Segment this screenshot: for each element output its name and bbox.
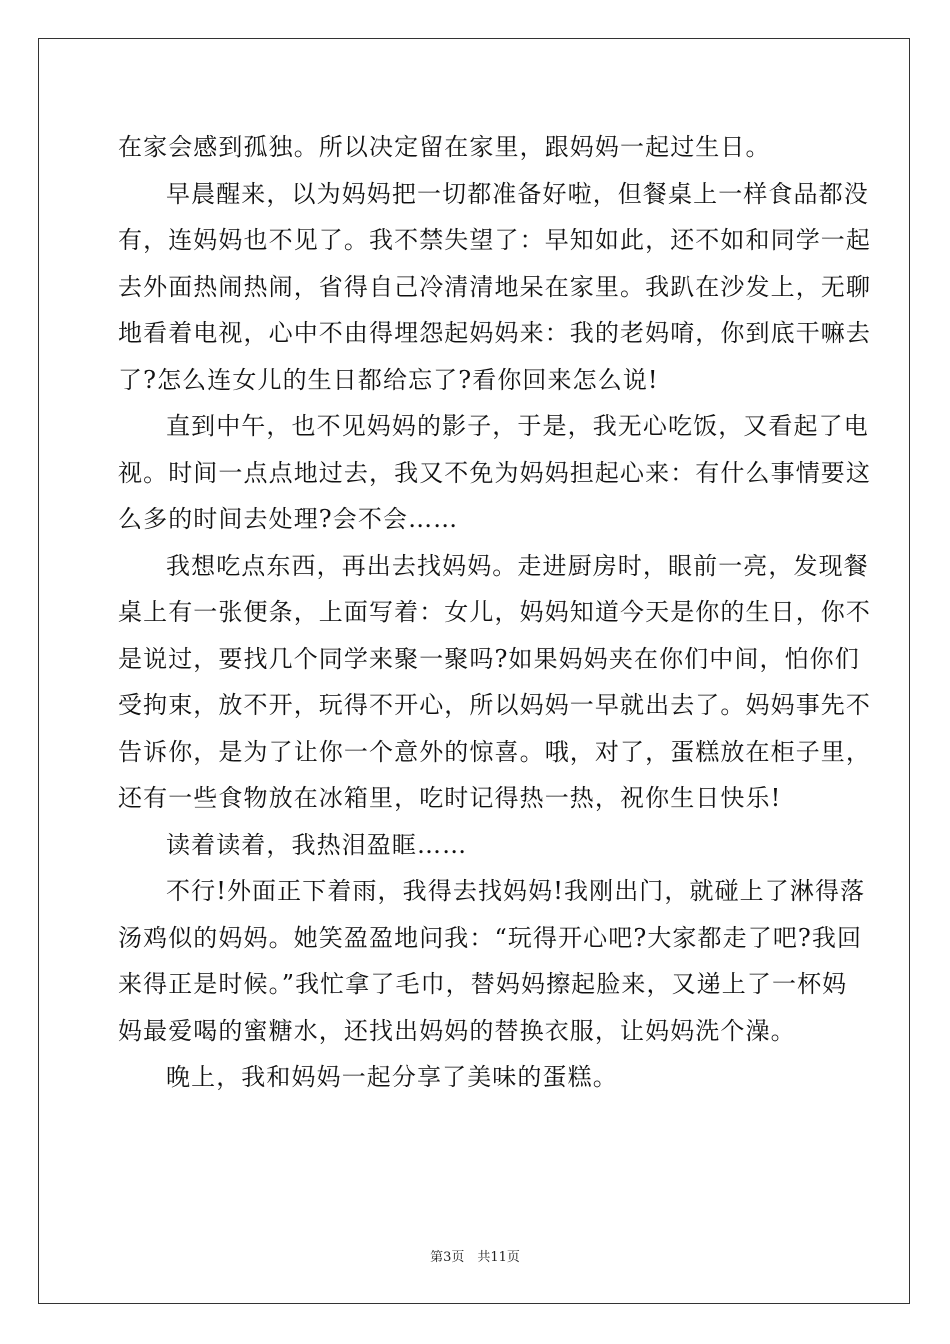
text-line: 告诉你，是为了让你一个意外的惊喜。哦，对了，蛋糕放在柜子里， (118, 737, 871, 766)
document-body (118, 124, 871, 1101)
text-line: 妈最爱喝的蜜糖水，还找出妈妈的替换衣服，让妈妈洗个澡。 (118, 1016, 796, 1045)
text-line: 汤鸡似的妈妈。她笑盈盈地问我：“玩得开心吧?大家都走了吧?我回 (118, 923, 863, 952)
page-number: 第3页 共11页 (430, 1250, 520, 1265)
text-line: 读着读着，我热泪盈眶…… (166, 830, 468, 859)
text-line: 视。时间一点点地过去，我又不免为妈妈担起心来：有什么事情要这 (118, 458, 871, 487)
text-line: 来得正是时候。”我忙拿了毛巾，替妈妈擦起脸来，又递上了一杯妈 (118, 970, 848, 998)
text-line: 在家会感到孤独。所以决定留在家里，跟妈妈一起过生日。 (118, 133, 771, 161)
text-line: 还有一些食物放在冰箱里，吃时记得热一热，祝你生日快乐! (118, 784, 782, 812)
text-line: 桌上有一张便条，上面写着：女儿，妈妈知道今天是你的生日，你不 (118, 598, 871, 626)
text-line: 是说过，要找几个同学来聚一聚吗?如果妈妈夹在你们中间，怕你们 (118, 644, 860, 673)
text-line: 去外面热闹热闹，省得自己冷清清地呆在家里。我趴在沙发上，无聊 (118, 272, 871, 301)
text-line: 么多的时间去处理?会不会…… (118, 505, 459, 533)
text-line: 了?怎么连女儿的生日都给忘了?看你回来怎么说! (118, 365, 659, 394)
text-line: 晚上，我和妈妈一起分享了美味的蛋糕。 (166, 1063, 618, 1091)
text-line: 不行!外面正下着雨，我得去找妈妈!我刚出门，就碰上了淋得落 (166, 877, 866, 905)
text-line: 早晨醒来，以为妈妈把一切都准备好啦，但餐桌上一样食品都没 (166, 179, 869, 208)
text-line: 有，连妈妈也不见了。我不禁失望了：早知如此，还不如和同学一起 (118, 226, 871, 254)
text-line: 我想吃点东西，再出去找妈妈。走进厨房时，眼前一亮，发现餐 (166, 551, 869, 580)
text-line: 受拘束，放不开，玩得不开心，所以妈妈一早就出去了。妈妈事先不 (118, 691, 871, 719)
text-line: 地看着电视，心中不由得埋怨起妈妈来：我的老妈唷，你到底干嘛去 (118, 319, 871, 347)
text-line: 直到中午，也不见妈妈的影子，于是，我无心吃饭，又看起了电 (166, 412, 869, 440)
